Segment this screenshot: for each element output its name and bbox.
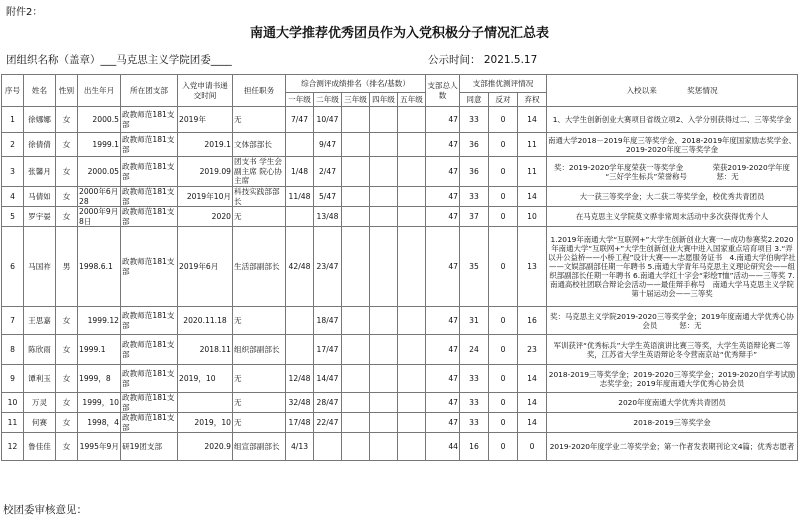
cell-duty: 科技实践部部长 [233, 187, 286, 207]
cell-oppose: 0 [489, 107, 518, 133]
cell-total: 47 [426, 393, 460, 413]
cell-abstain: 14 [518, 187, 547, 207]
cell-apply-time: 2019，10 [178, 413, 233, 433]
cell-rank-year4 [370, 187, 398, 207]
cell-birth: 1995年9月 [78, 433, 121, 461]
review-opinion-label: 校团委审核意见： [3, 504, 87, 516]
cell-total: 47 [426, 307, 460, 335]
cell-apply-time [178, 393, 233, 413]
cell-rank-year3 [342, 133, 370, 157]
table-row [2, 107, 798, 133]
table-row [2, 227, 798, 307]
cell-awards: 奖：2019-2020学年度荣获一等奖学金 荣获2019-2020学年度 “三好学生标兵”荣誉称号 惩：无 [547, 157, 798, 187]
table-row [2, 133, 798, 157]
cell-rank-year4 [370, 335, 398, 365]
cell-rank-year1 [286, 133, 314, 157]
cell-no: 5 [2, 207, 24, 227]
header-year: 四年级 [370, 93, 398, 107]
table-row [2, 365, 798, 393]
cell-rank-year3 [342, 307, 370, 335]
cell-abstain: 10 [518, 207, 547, 227]
cell-rank-year5 [398, 107, 426, 133]
header-apply-time: 入党申请书递交时间 [178, 75, 233, 107]
cell-rank-year5 [398, 187, 426, 207]
cell-rank-year5 [398, 393, 426, 413]
cell-birth: 1999，10 [78, 393, 121, 413]
cell-rank-year5 [398, 335, 426, 365]
cell-birth: 1998.6.1 [78, 227, 121, 307]
cell-no: 6 [2, 227, 24, 307]
cell-birth: 1999.1 [78, 133, 121, 157]
cell-agree: 33 [460, 187, 489, 207]
cell-agree: 31 [460, 307, 489, 335]
header-gender: 性别 [56, 75, 78, 107]
cell-name: 徐娜娜 [24, 107, 56, 133]
cell-rank-year2: 28/47 [314, 393, 342, 413]
cell-rank-year3 [342, 157, 370, 187]
cell-apply-time: 2019.1 [178, 133, 233, 157]
cell-birth: 2000.05 [78, 157, 121, 187]
header-year: 一年级 [286, 93, 314, 107]
cell-abstain: 14 [518, 365, 547, 393]
header-vote: 弃权 [518, 93, 547, 107]
cell-oppose: 0 [489, 365, 518, 393]
cell-name: 王思嘉 [24, 307, 56, 335]
cell-agree: 36 [460, 133, 489, 157]
cell-no: 9 [2, 365, 24, 393]
cell-oppose: 0 [489, 307, 518, 335]
cell-awards: 军训获评“优秀标兵”大学生英语演讲比赛三等奖，大学生英语辩论赛二等奖，江苏省大学生英语辩论冬令营南京站“优秀辩手” [547, 335, 798, 365]
cell-apply-time: 2019年10月 [178, 187, 233, 207]
table-row [2, 207, 798, 227]
cell-branch: 政教师范181支部 [121, 107, 178, 133]
cell-awards: 大一获三等奖学金；大二获二等奖学金，校优秀共青团员 [547, 187, 798, 207]
header-name: 姓名 [24, 75, 56, 107]
cell-total: 47 [426, 207, 460, 227]
header-birth: 出生年月 [78, 75, 121, 107]
cell-rank-year2: 17/47 [314, 335, 342, 365]
cell-rank-year4 [370, 207, 398, 227]
cell-rank-year5 [398, 207, 426, 227]
header-total: 支部总人数 [426, 75, 460, 107]
cell-duty: 无 [233, 393, 286, 413]
cell-oppose: 0 [489, 133, 518, 157]
header-duty: 担任职务 [233, 75, 286, 107]
header-vote: 反对 [489, 93, 518, 107]
cell-agree: 35 [460, 227, 489, 307]
cell-duty: 生活部副部长 [233, 227, 286, 307]
cell-rank-year4 [370, 227, 398, 307]
cell-no: 2 [2, 133, 24, 157]
cell-rank-year3 [342, 413, 370, 433]
header-year: 二年级 [314, 93, 342, 107]
header-vote-group: 支部推优测评情况 [460, 75, 547, 93]
cell-branch: 政教师范181支部 [121, 227, 178, 307]
cell-rank-year1: 7/47 [286, 107, 314, 133]
cell-branch: 政教师范181支部 [121, 365, 178, 393]
cell-gender: 女 [56, 207, 78, 227]
cell-birth: 2000.5 [78, 107, 121, 133]
cell-rank-year1: 4/13 [286, 433, 314, 461]
cell-name: 徐倩倩 [24, 133, 56, 157]
cell-oppose: 0 [489, 433, 518, 461]
header-no: 序号 [2, 75, 24, 107]
cell-gender: 女 [56, 133, 78, 157]
cell-rank-year1: 11/48 [286, 187, 314, 207]
cell-awards: 在马克思主义学院莫文骅非常周末活动中多次获得优秀个人 [547, 207, 798, 227]
cell-no: 7 [2, 307, 24, 335]
cell-rank-year4 [370, 307, 398, 335]
cell-rank-year2: 22/47 [314, 413, 342, 433]
cell-birth: 1999，8 [78, 365, 121, 393]
cell-oppose: 0 [489, 187, 518, 207]
cell-oppose: 0 [489, 227, 518, 307]
cell-apply-time: 2019，10 [178, 365, 233, 393]
cell-duty: 文体部部长 [233, 133, 286, 157]
cell-abstain: 11 [518, 157, 547, 187]
cell-oppose: 0 [489, 393, 518, 413]
cell-rank-year1: 17/48 [286, 413, 314, 433]
cell-apply-time: 2020 [178, 207, 233, 227]
cell-name: 陈欣雨 [24, 335, 56, 365]
cell-branch: 政教师范181支部 [121, 413, 178, 433]
cell-total: 47 [426, 413, 460, 433]
table-row [2, 393, 798, 413]
cell-apply-time: 2020.11.18 [178, 307, 233, 335]
cell-oppose: 0 [489, 413, 518, 433]
cell-rank-year5 [398, 365, 426, 393]
cell-branch: 政教师范181支部 [121, 207, 178, 227]
cell-birth: 1998，4 [78, 413, 121, 433]
cell-rank-year5 [398, 227, 426, 307]
cell-rank-year4 [370, 157, 398, 187]
cell-name: 何赛 [24, 413, 56, 433]
cell-agree: 33 [460, 365, 489, 393]
cell-agree: 16 [460, 433, 489, 461]
cell-name: 马倩如 [24, 187, 56, 207]
cell-branch: 政教师范181支部 [121, 393, 178, 413]
cell-no: 11 [2, 413, 24, 433]
cell-oppose: 0 [489, 335, 518, 365]
header-year: 五年级 [398, 93, 426, 107]
header-vote: 同意 [460, 93, 489, 107]
cell-duty: 组织部副部长 [233, 335, 286, 365]
cell-name: 张馨月 [24, 157, 56, 187]
cell-total: 47 [426, 335, 460, 365]
cell-total: 47 [426, 365, 460, 393]
cell-duty: 团支书 学生会副主席 院心协主席 [233, 157, 286, 187]
cell-rank-year5 [398, 413, 426, 433]
cell-awards: 2018-2019三等奖学金；2019-2020三等奖学金；2019-2020自学考试励志奖学金；2019年度南通大学优秀心协会员 [547, 365, 798, 393]
cell-agree: 33 [460, 107, 489, 133]
header-awards: 入校以来 奖惩情况 [547, 75, 798, 107]
cell-rank-year1: 12/48 [286, 365, 314, 393]
cell-rank-year1 [286, 307, 314, 335]
cell-rank-year1: 32/48 [286, 393, 314, 413]
cell-rank-year1 [286, 335, 314, 365]
cell-no: 1 [2, 107, 24, 133]
header-rank-group: 综合测评成绩排名（排名/基数） [286, 75, 426, 93]
cell-gender: 女 [56, 365, 78, 393]
cell-awards: 1.2019年南通大学“互联网+”大学生创新创业大赛一—成功参赛奖2.2020年南通大学“互联网+”大学生创新创业大赛中进入国家重点培育项目 3.“弄以升公益桥——小桥工程”设计大赛——志愿服务证书 4.南通大学伯驹学社——文娱部副部任期一年聘书 5.南通大学青年马克思主义理论研究会——组织部副部长任期一年聘书 6.南通大学红十字会“彩绘T恤”活动——三等奖 7.南通高校社团联合辩论会活动——最佳辩手称号 南通大学马克思主义学院第十届运动会——三等奖 [547, 227, 798, 307]
cell-agree: 37 [460, 207, 489, 227]
cell-branch: 政教师范181支部 [121, 335, 178, 365]
cell-agree: 33 [460, 393, 489, 413]
cell-oppose: 0 [489, 157, 518, 187]
cell-name: 马国祚 [24, 227, 56, 307]
cell-gender: 男 [56, 227, 78, 307]
cell-rank-year2: 23/47 [314, 227, 342, 307]
cell-rank-year3 [342, 365, 370, 393]
summary-table [1, 74, 798, 461]
cell-rank-year3 [342, 335, 370, 365]
table-row [2, 413, 798, 433]
document-title: 南通大学推荐优秀团员作为入党积极分子情况汇总表 [249, 26, 549, 41]
cell-rank-year3 [342, 227, 370, 307]
cell-gender: 女 [56, 187, 78, 207]
cell-rank-year5 [398, 433, 426, 461]
cell-gender: 女 [56, 393, 78, 413]
cell-agree: 33 [460, 413, 489, 433]
table-row [2, 433, 798, 461]
cell-duty: 无 [233, 365, 286, 393]
cell-no: 3 [2, 157, 24, 187]
cell-abstain: 16 [518, 307, 547, 335]
cell-rank-year3 [342, 187, 370, 207]
cell-awards: 2019-2020年度学业二等奖学金；第一作者发表期刊论文4篇；优秀志愿者 [547, 433, 798, 461]
cell-apply-time: 2019.09 [178, 157, 233, 187]
cell-name: 罗宇晏 [24, 207, 56, 227]
cell-birth: 1999.12 [78, 307, 121, 335]
table-row [2, 335, 798, 365]
cell-rank-year3 [342, 393, 370, 413]
cell-abstain: 14 [518, 107, 547, 133]
cell-rank-year2: 14/47 [314, 365, 342, 393]
cell-apply-time: 2019年 [178, 107, 233, 133]
cell-duty: 无 [233, 413, 286, 433]
cell-no: 4 [2, 187, 24, 207]
cell-abstain: 23 [518, 335, 547, 365]
cell-gender: 女 [56, 433, 78, 461]
table-row [2, 307, 798, 335]
cell-rank-year4 [370, 413, 398, 433]
cell-rank-year4 [370, 365, 398, 393]
cell-total: 47 [426, 133, 460, 157]
cell-duty: 无 [233, 107, 286, 133]
cell-no: 8 [2, 335, 24, 365]
publish-time: 公示时间： 2021.5.17 [428, 54, 538, 66]
cell-rank-year1: 42/48 [286, 227, 314, 307]
cell-rank-year2 [314, 433, 342, 461]
cell-apply-time: 2018.11 [178, 335, 233, 365]
cell-no: 12 [2, 433, 24, 461]
cell-rank-year5 [398, 133, 426, 157]
organization-name: 团组织名称（盖章）___马克思主义学院团委____ [6, 54, 232, 66]
cell-oppose: 0 [489, 207, 518, 227]
cell-duty: 无 [233, 307, 286, 335]
cell-rank-year2: 18/47 [314, 307, 342, 335]
cell-total: 44 [426, 433, 460, 461]
cell-no: 10 [2, 393, 24, 413]
cell-rank-year2: 5/47 [314, 187, 342, 207]
cell-gender: 女 [56, 413, 78, 433]
cell-rank-year4 [370, 107, 398, 133]
cell-birth: 2000年9月8日 [78, 207, 121, 227]
cell-abstain: 14 [518, 393, 547, 413]
cell-abstain: 0 [518, 433, 547, 461]
cell-branch: 研19团支部 [121, 433, 178, 461]
cell-branch: 政教师范181支部 [121, 187, 178, 207]
table-row [2, 157, 798, 187]
cell-rank-year4 [370, 133, 398, 157]
cell-duty: 组宣部副部长 [233, 433, 286, 461]
header-branch: 所在团支部 [121, 75, 178, 107]
cell-branch: 政教师范181支部 [121, 307, 178, 335]
cell-agree: 24 [460, 335, 489, 365]
cell-rank-year2: 10/47 [314, 107, 342, 133]
cell-abstain: 13 [518, 227, 547, 307]
cell-gender: 女 [56, 157, 78, 187]
cell-rank-year2: 9/47 [314, 133, 342, 157]
cell-awards: 奖：马克思主义学院2019-2020三等奖学金；2019年度南通大学优秀心协会员 惩：无 [547, 307, 798, 335]
cell-awards: 1、大学生创新创业大赛项目省级立项2、入学分别获得过二、三等奖学金 [547, 107, 798, 133]
cell-rank-year3 [342, 433, 370, 461]
cell-name: 鲁佳佳 [24, 433, 56, 461]
cell-awards: 南通大学2018－2019年度三等奖学金、2018-2019年度国家励志奖学金、2019-2020年度三等奖学金 [547, 133, 798, 157]
cell-agree: 36 [460, 157, 489, 187]
cell-duty: 无 [233, 207, 286, 227]
table-row [2, 187, 798, 207]
cell-rank-year5 [398, 157, 426, 187]
cell-branch: 政教师范181支部 [121, 133, 178, 157]
header-year: 三年级 [342, 93, 370, 107]
cell-total: 47 [426, 157, 460, 187]
cell-rank-year1 [286, 207, 314, 227]
cell-apply-time: 2020.9 [178, 433, 233, 461]
cell-gender: 女 [56, 307, 78, 335]
cell-rank-year4 [370, 433, 398, 461]
cell-rank-year1: 1/48 [286, 157, 314, 187]
cell-name: 谭利玉 [24, 365, 56, 393]
cell-gender: 女 [56, 107, 78, 133]
cell-total: 47 [426, 107, 460, 133]
cell-apply-time: 2019年6月 [178, 227, 233, 307]
cell-rank-year4 [370, 393, 398, 413]
cell-rank-year3 [342, 207, 370, 227]
cell-awards: 2018-2019三等奖学金 [547, 413, 798, 433]
cell-birth: 1999.1 [78, 335, 121, 365]
cell-gender: 女 [56, 335, 78, 365]
cell-awards: 2020年度南通大学优秀共青团员 [547, 393, 798, 413]
cell-birth: 2000年6月28 [78, 187, 121, 207]
cell-total: 47 [426, 187, 460, 207]
cell-abstain: 11 [518, 133, 547, 157]
cell-rank-year2: 2/47 [314, 157, 342, 187]
cell-rank-year5 [398, 307, 426, 335]
attachment-label: 附件2： [6, 7, 43, 18]
cell-rank-year2: 13/48 [314, 207, 342, 227]
cell-rank-year3 [342, 107, 370, 133]
cell-branch: 政教师范181支部 [121, 157, 178, 187]
cell-total: 47 [426, 227, 460, 307]
cell-name: 万灵 [24, 393, 56, 413]
cell-abstain: 14 [518, 413, 547, 433]
